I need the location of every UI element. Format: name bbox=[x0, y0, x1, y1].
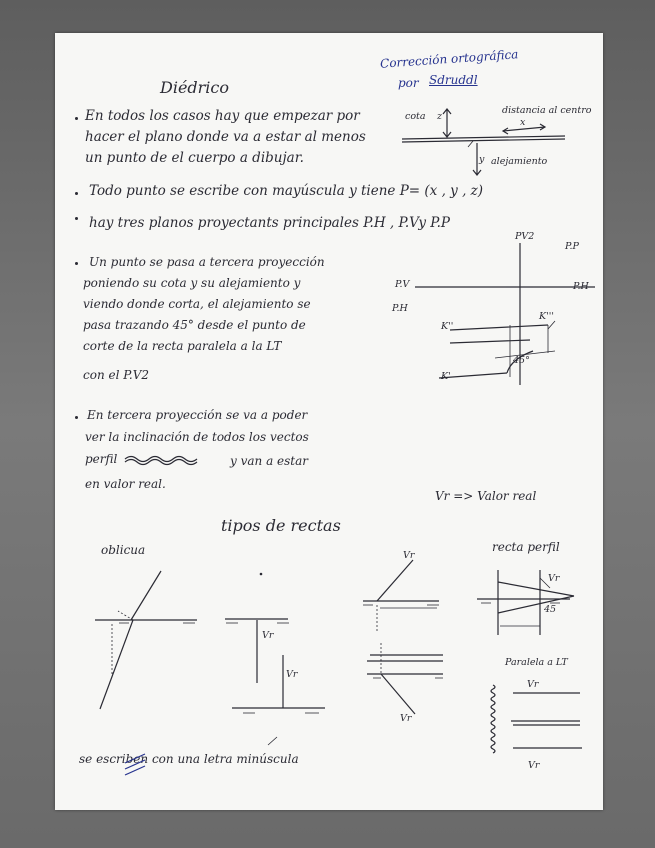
label-k2: K'' bbox=[441, 321, 454, 332]
bullet4-line5: corte de la recta paralela a la LT bbox=[83, 339, 282, 353]
label-pv2: PV2 bbox=[515, 231, 535, 242]
bullet5-line3b: y van a estar bbox=[230, 454, 309, 468]
label-vr: Vr bbox=[286, 669, 298, 680]
footer-marks bbox=[125, 737, 277, 775]
correction-note-line1: Corrección ortográfica bbox=[379, 47, 519, 71]
label-vr: Vr bbox=[403, 550, 415, 561]
bullet1-line3: un punto de el cuerpo a dibujar. bbox=[85, 150, 304, 166]
recta-vertical bbox=[225, 619, 325, 713]
bullet1-line1: En todos los casos hay que empezar por bbox=[85, 108, 360, 124]
bullet1-line2: hacer el plano donde va a estar al menos bbox=[85, 129, 366, 145]
label-oblicua: oblicua bbox=[101, 543, 146, 557]
notebook-page bbox=[55, 33, 603, 810]
correction-author: Sdruddl bbox=[429, 73, 478, 87]
label-vr: Vr bbox=[400, 713, 412, 724]
recta-paralela-lt bbox=[491, 685, 582, 753]
page-title: Diédrico bbox=[160, 78, 230, 97]
bullet4-line6: con el P.V2 bbox=[83, 368, 149, 382]
section-title: tipos de rectas bbox=[221, 516, 341, 535]
label-ph-left: P.H bbox=[392, 303, 408, 314]
label-distancia: distancia al centro bbox=[502, 105, 592, 116]
recta-horizontal bbox=[367, 643, 443, 714]
label-z: z bbox=[437, 111, 443, 122]
label-y: y bbox=[479, 154, 485, 165]
label-vr: Vr bbox=[528, 760, 540, 771]
label-alejamiento: alejamiento bbox=[491, 156, 548, 167]
footer-note: se escriben con una letra minúscula bbox=[79, 752, 299, 766]
label-k1: K' bbox=[441, 371, 451, 382]
ink-dot bbox=[260, 573, 263, 576]
label-k3: K''' bbox=[539, 311, 554, 322]
bullet4-line2: poniendo su cota y su alejamiento y bbox=[83, 276, 301, 290]
label-vr: Vr bbox=[548, 573, 560, 584]
recta-oblicua bbox=[95, 571, 197, 709]
label-45: 45 bbox=[544, 604, 557, 615]
label-vr: Vr bbox=[527, 679, 539, 690]
planes-diagram bbox=[415, 243, 595, 385]
label-pp: P.P bbox=[565, 241, 579, 252]
label-vr: Vr bbox=[262, 630, 274, 641]
label-pv: P.V bbox=[395, 279, 410, 290]
bullet3-text: hay tres planos proyectants principales P.H , P.Vy P.P bbox=[89, 215, 450, 231]
vr-note: Vr => Valor real bbox=[435, 489, 537, 503]
bullet5-line2: ver la inclinación de todos los vectos bbox=[85, 430, 309, 444]
bullet4-line1: Un punto se pasa a tercera proyección bbox=[89, 255, 325, 269]
correction-note-line2: por bbox=[398, 76, 419, 90]
recta-perfil-diagram bbox=[477, 570, 574, 635]
label-x: x bbox=[520, 117, 526, 128]
label-ph-right: P.H bbox=[573, 281, 589, 292]
label-paralela-lt: Paralela a LT bbox=[505, 657, 568, 668]
recta-frontal bbox=[363, 560, 439, 633]
bullet2-text: Todo punto se escribe con mayúscula y tiene P= (x , y , z) bbox=[89, 183, 484, 199]
label-recta-perfil: recta perfil bbox=[492, 540, 560, 554]
bullet5-line4: en valor real. bbox=[85, 477, 166, 491]
bullet4-line3: viendo donde corta, el alejamiento se bbox=[83, 297, 311, 311]
label-cota: cota bbox=[405, 111, 426, 122]
bullet4-line4: pasa trazando 45° desde el punto de bbox=[83, 318, 306, 332]
drawings bbox=[55, 33, 603, 810]
cota-diagram bbox=[402, 109, 565, 175]
bullet5-line3a: perfil bbox=[85, 452, 118, 466]
bullet5-line1: En tercera proyección se va a poder bbox=[87, 408, 308, 422]
label-45deg: 45° bbox=[513, 355, 530, 366]
